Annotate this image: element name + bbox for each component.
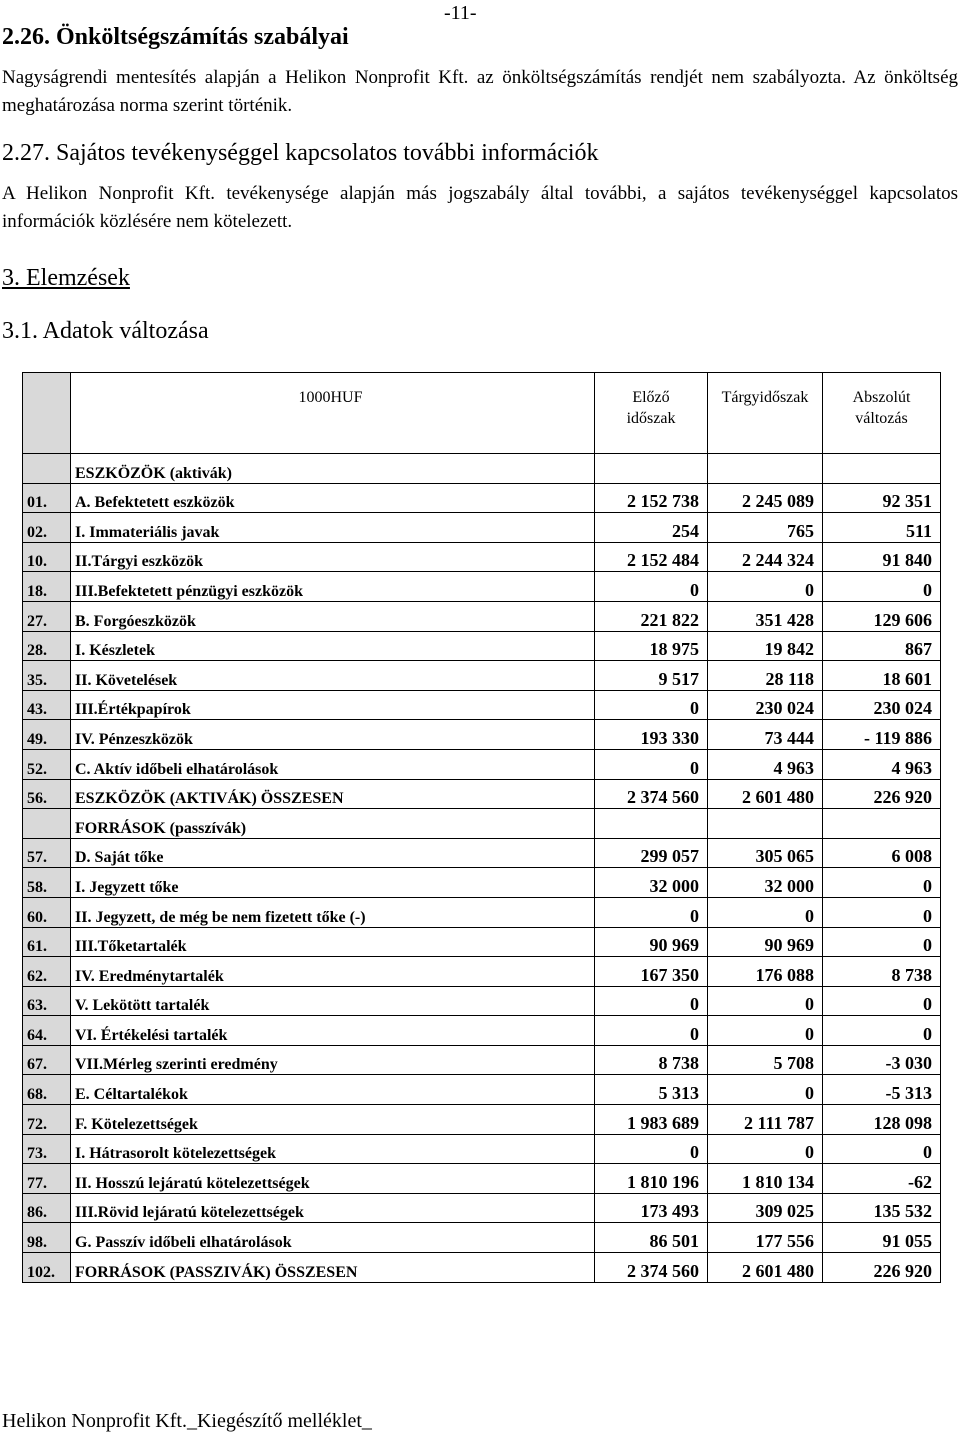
row-prev-value: 32 000: [595, 868, 708, 898]
table-row: [23, 542, 941, 572]
row-current-value: 0: [708, 986, 823, 1016]
row-current-value: 19 842: [708, 631, 823, 661]
table-row: [23, 1075, 941, 1105]
row-prev-value: 0: [595, 1134, 708, 1164]
data-table-container: [22, 372, 940, 1283]
row-current-value: 90 969: [708, 927, 823, 957]
row-current-value: 28 118: [708, 661, 823, 691]
table-row: [23, 483, 941, 513]
row-prev-value: 90 969: [595, 927, 708, 957]
table-row: [23, 601, 941, 631]
row-prev-value: [595, 809, 708, 839]
table-row: [23, 631, 941, 661]
row-prev-value: 221 822: [595, 601, 708, 631]
header-current-period: Tárgyidőszak: [708, 373, 823, 454]
row-current-value: 5 708: [708, 1045, 823, 1075]
row-abs-change: 135 532: [823, 1193, 941, 1223]
row-code: 49.: [23, 720, 71, 750]
row-label: I. Hátrasorolt kötelezettségek: [71, 1134, 595, 1164]
row-abs-change: 867: [823, 631, 941, 661]
row-label: VI. Értékelési tartalék: [71, 1016, 595, 1046]
row-prev-value: 173 493: [595, 1193, 708, 1223]
row-code: 52.: [23, 749, 71, 779]
row-label: III.Befektetett pénzügyi eszközök: [71, 572, 595, 602]
table-row: [23, 927, 941, 957]
header-code-cell: [23, 373, 71, 454]
section-227-title: 2.27. Sajátos tevékenységgel kapcsolatos további információk: [2, 140, 599, 166]
table-row: [23, 749, 941, 779]
row-label: V. Lekötött tartalék: [71, 986, 595, 1016]
row-abs-change: 0: [823, 1016, 941, 1046]
row-label: A. Befektetett eszközök: [71, 483, 595, 513]
table-row: [23, 957, 941, 987]
row-code: 60.: [23, 897, 71, 927]
row-prev-value: 0: [595, 897, 708, 927]
row-current-value: [708, 454, 823, 484]
row-label: E. Céltartalékok: [71, 1075, 595, 1105]
row-label: II. Hosszú lejáratú kötelezettségek: [71, 1164, 595, 1194]
row-label: FORRÁSOK (PASSZIVÁK) ÖSSZESEN: [71, 1253, 595, 1283]
row-code: [23, 809, 71, 839]
row-label: II. Követelések: [71, 661, 595, 691]
row-code: [23, 454, 71, 484]
row-prev-value: 0: [595, 986, 708, 1016]
row-abs-change: 0: [823, 868, 941, 898]
row-code: 72.: [23, 1105, 71, 1135]
row-code: 102.: [23, 1253, 71, 1283]
row-code: 27.: [23, 601, 71, 631]
row-label: II.Tárgyi eszközök: [71, 542, 595, 572]
row-prev-value: 0: [595, 690, 708, 720]
row-current-value: 2 245 089: [708, 483, 823, 513]
table-row: [23, 779, 941, 809]
table-row: [23, 661, 941, 691]
table-row: [23, 1164, 941, 1194]
row-code: 77.: [23, 1164, 71, 1194]
table-row: [23, 690, 941, 720]
row-abs-change: - 119 886: [823, 720, 941, 750]
row-current-value: 2 244 324: [708, 542, 823, 572]
row-code: 43.: [23, 690, 71, 720]
row-current-value: 1 810 134: [708, 1164, 823, 1194]
row-current-value: 2 601 480: [708, 1253, 823, 1283]
row-label: C. Aktív időbeli elhatárolások: [71, 749, 595, 779]
table-row: [23, 1134, 941, 1164]
row-label: IV. Pénzeszközök: [71, 720, 595, 750]
row-code: 67.: [23, 1045, 71, 1075]
row-prev-value: 8 738: [595, 1045, 708, 1075]
row-abs-change: 4 963: [823, 749, 941, 779]
row-code: 58.: [23, 868, 71, 898]
row-abs-change: 226 920: [823, 779, 941, 809]
table-row: [23, 1105, 941, 1135]
table-header-row: [23, 373, 941, 454]
row-code: 10.: [23, 542, 71, 572]
row-code: 63.: [23, 986, 71, 1016]
row-current-value: 0: [708, 897, 823, 927]
row-code: 01.: [23, 483, 71, 513]
row-label: I. Immateriális javak: [71, 513, 595, 543]
row-current-value: 765: [708, 513, 823, 543]
row-abs-change: 0: [823, 1134, 941, 1164]
row-label: VII.Mérleg szerinti eredmény: [71, 1045, 595, 1075]
row-current-value: 0: [708, 572, 823, 602]
row-code: 02.: [23, 513, 71, 543]
row-prev-value: [595, 454, 708, 484]
row-abs-change: 8 738: [823, 957, 941, 987]
table-row: [23, 838, 941, 868]
row-label: III.Rövid lejáratú kötelezettségek: [71, 1193, 595, 1223]
row-current-value: [708, 809, 823, 839]
table-row: [23, 986, 941, 1016]
table-row: [23, 1016, 941, 1046]
row-abs-change: 91 840: [823, 542, 941, 572]
row-label: B. Forgóeszközök: [71, 601, 595, 631]
table-row: [23, 1045, 941, 1075]
row-current-value: 4 963: [708, 749, 823, 779]
row-code: 61.: [23, 927, 71, 957]
table-section-row: [23, 809, 941, 839]
row-current-value: 73 444: [708, 720, 823, 750]
row-current-value: 0: [708, 1075, 823, 1105]
row-abs-change: 230 024: [823, 690, 941, 720]
row-abs-change: 128 098: [823, 1105, 941, 1135]
row-abs-change: 0: [823, 986, 941, 1016]
row-abs-change: -3 030: [823, 1045, 941, 1075]
row-label: ESZKÖZÖK (AKTIVÁK) ÖSSZESEN: [71, 779, 595, 809]
row-prev-value: 2 374 560: [595, 1253, 708, 1283]
row-code: 98.: [23, 1223, 71, 1253]
row-abs-change: 0: [823, 927, 941, 957]
row-prev-value: 167 350: [595, 957, 708, 987]
section-227-text: A Helikon Nonprofit Kft. tevékenysége alapján más jogszabály által további, a sajátos tevékenységgel kapcsolatos információk közlésére nem kötelezett.: [2, 183, 958, 232]
row-prev-value: 1 983 689: [595, 1105, 708, 1135]
row-label: FORRÁSOK (passzívák): [71, 809, 595, 839]
row-abs-change: 91 055: [823, 1223, 941, 1253]
row-abs-change: 92 351: [823, 483, 941, 513]
row-prev-value: 2 152 484: [595, 542, 708, 572]
row-prev-value: 2 152 738: [595, 483, 708, 513]
row-current-value: 32 000: [708, 868, 823, 898]
row-current-value: 2 111 787: [708, 1105, 823, 1135]
table-row: [23, 868, 941, 898]
table-section-row: [23, 454, 941, 484]
row-label: D. Saját tőke: [71, 838, 595, 868]
row-prev-value: 18 975: [595, 631, 708, 661]
row-code: 62.: [23, 957, 71, 987]
data-table: [22, 372, 941, 1283]
row-prev-value: 0: [595, 749, 708, 779]
row-prev-value: 1 810 196: [595, 1164, 708, 1194]
row-code: 86.: [23, 1193, 71, 1223]
row-code: 18.: [23, 572, 71, 602]
row-label: ESZKÖZÖK (aktivák): [71, 454, 595, 484]
section-31-title: 3.1. Adatok változása: [2, 318, 209, 344]
table-row: [23, 1193, 941, 1223]
table-row: [23, 1223, 941, 1253]
row-abs-change: 511: [823, 513, 941, 543]
page-number: -11-: [444, 2, 477, 24]
row-current-value: 0: [708, 1134, 823, 1164]
row-code: 28.: [23, 631, 71, 661]
table-row: [23, 1253, 941, 1283]
row-current-value: 177 556: [708, 1223, 823, 1253]
row-label: I. Készletek: [71, 631, 595, 661]
row-prev-value: 193 330: [595, 720, 708, 750]
table-row: [23, 897, 941, 927]
row-code: 35.: [23, 661, 71, 691]
row-label: I. Jegyzett tőke: [71, 868, 595, 898]
header-unit: 1000HUF: [71, 373, 595, 454]
row-current-value: 309 025: [708, 1193, 823, 1223]
row-current-value: 176 088: [708, 957, 823, 987]
row-label: F. Kötelezettségek: [71, 1105, 595, 1135]
row-prev-value: 86 501: [595, 1223, 708, 1253]
row-label: III.Értékpapírok: [71, 690, 595, 720]
section-226-text: Nagyságrendi mentesítés alapján a Helikon Nonprofit Kft. az önköltségszámítás rendjét nem szabályozta. Az önköltség meghatározása norma szerint történik.: [2, 67, 958, 116]
row-current-value: 0: [708, 1016, 823, 1046]
row-prev-value: 299 057: [595, 838, 708, 868]
row-abs-change: [823, 454, 941, 484]
row-abs-change: 0: [823, 572, 941, 602]
row-abs-change: 226 920: [823, 1253, 941, 1283]
table-body: [23, 454, 941, 1283]
row-current-value: 2 601 480: [708, 779, 823, 809]
row-code: 64.: [23, 1016, 71, 1046]
row-prev-value: 254: [595, 513, 708, 543]
row-abs-change: -62: [823, 1164, 941, 1194]
section-226-title: 2.26. Önköltségszámítás szabályai: [2, 24, 349, 50]
row-code: 56.: [23, 779, 71, 809]
section-3-title: 3. Elemzések: [2, 265, 130, 291]
header-abs-change: Abszolút változás: [823, 373, 941, 454]
table-row: [23, 720, 941, 750]
row-abs-change: 18 601: [823, 661, 941, 691]
row-label: III.Tőketartalék: [71, 927, 595, 957]
row-prev-value: 0: [595, 572, 708, 602]
row-prev-value: 0: [595, 1016, 708, 1046]
row-code: 68.: [23, 1075, 71, 1105]
header-prev-period: Előző időszak: [595, 373, 708, 454]
row-label: II. Jegyzett, de még be nem fizetett tőke (-): [71, 897, 595, 927]
row-abs-change: [823, 809, 941, 839]
row-current-value: 230 024: [708, 690, 823, 720]
table-row: [23, 513, 941, 543]
row-code: 57.: [23, 838, 71, 868]
row-abs-change: -5 313: [823, 1075, 941, 1105]
row-current-value: 305 065: [708, 838, 823, 868]
row-abs-change: 0: [823, 897, 941, 927]
row-prev-value: 5 313: [595, 1075, 708, 1105]
row-abs-change: 6 008: [823, 838, 941, 868]
row-prev-value: 2 374 560: [595, 779, 708, 809]
row-abs-change: 129 606: [823, 601, 941, 631]
row-prev-value: 9 517: [595, 661, 708, 691]
row-current-value: 351 428: [708, 601, 823, 631]
page-footer: Helikon Nonprofit Kft._Kiegészítő melléklet_: [2, 1410, 372, 1432]
row-label: G. Passzív időbeli elhatárolások: [71, 1223, 595, 1253]
row-label: IV. Eredménytartalék: [71, 957, 595, 987]
row-code: 73.: [23, 1134, 71, 1164]
table-row: [23, 572, 941, 602]
